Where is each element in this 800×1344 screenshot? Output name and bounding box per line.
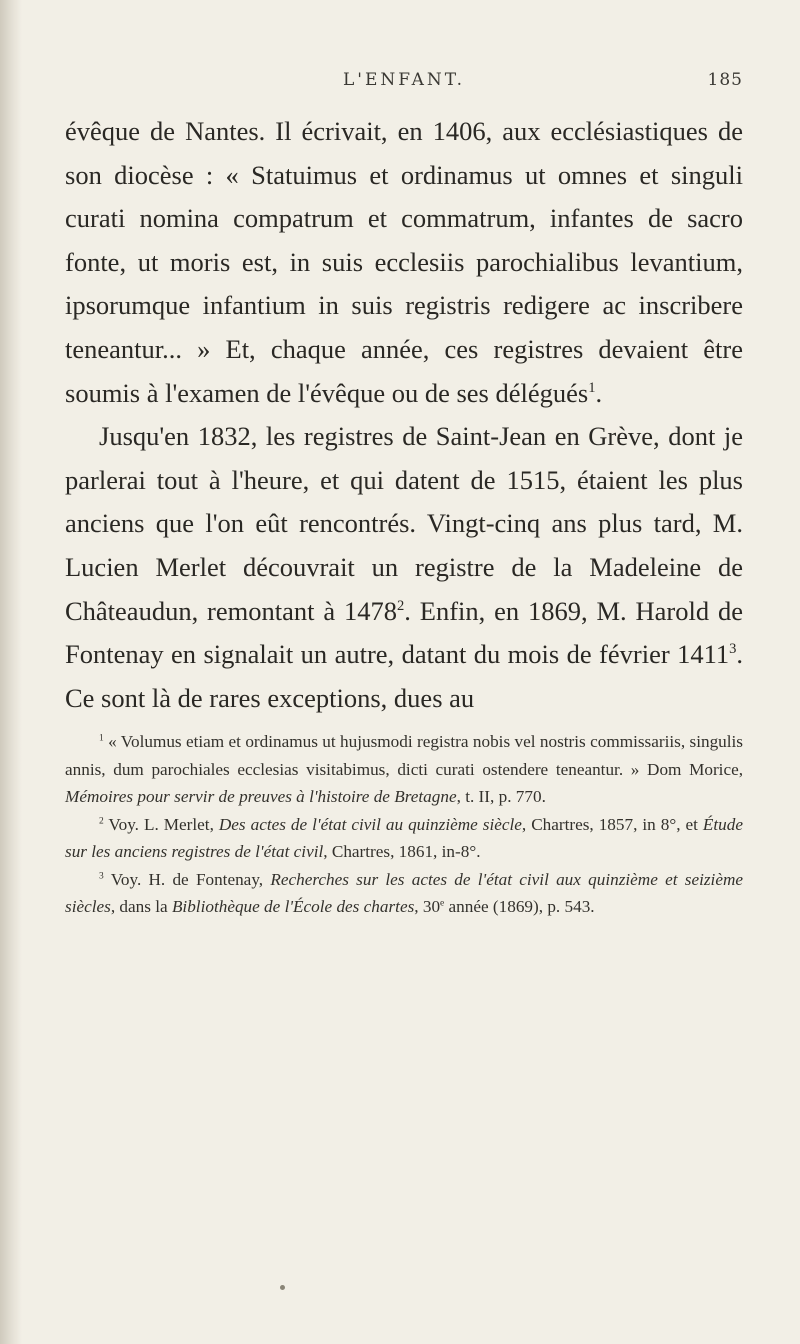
footnote-3-middle: , dans la bbox=[110, 897, 172, 917]
footnote-3-tail-sup: e bbox=[440, 898, 445, 909]
page-number: 185 bbox=[707, 70, 743, 90]
paragraph-2-end: . Ce sont là de rares exceptions, dues au bbox=[65, 639, 743, 713]
footnote-3-number: 3 bbox=[99, 871, 104, 882]
paragraph-1 bbox=[65, 110, 743, 415]
footnote-3-title-1: Recherches sur les actes de l'état civil aux quinzième et seizième siècles bbox=[65, 869, 743, 917]
footnote-2-lead: Voy. L. Merlet, bbox=[108, 814, 219, 834]
page-binding-shadow bbox=[0, 0, 22, 1344]
paragraph-1-end: . bbox=[595, 377, 603, 408]
footnote-1-title: Mémoires pour servir de preuves à l'histoire de Bretagne bbox=[65, 787, 457, 807]
paragraph-2-middle: . Enfin, en 1869, M. Harold de Fontenay en signalait un autre, datant du mois de février 1411 bbox=[65, 595, 743, 670]
print-speck bbox=[280, 1285, 285, 1290]
footnote-2-tail: , Chartres, 1861, in-8°. bbox=[323, 842, 481, 862]
footnote-ref-1: 1 bbox=[588, 379, 596, 396]
running-head bbox=[65, 64, 743, 100]
paragraph-1-text: évêque de Nantes. Il écrivait, en 1406, aux ecclésiastiques de son diocèse : « Statuimus et ordinamus ut omnes et singuli curati nomina compatrum et commatrum, infantes de sacro fonte, ut moris est, in suis ecclesiis parochialibus levantium, ipsorumque infantium in suis registris redigere ac inscribere teneantur... » Et, chaque année, ces registres devaient être soumis à l'examen de l'évêque ou de ses délégués bbox=[65, 116, 743, 408]
footnote-ref-2: 2 bbox=[396, 597, 405, 614]
paragraph-2 bbox=[65, 415, 743, 720]
footnote-1-tail: , t. II, p. 770. bbox=[456, 787, 546, 807]
footnote-2-number: 2 bbox=[99, 816, 104, 827]
footnote-2 bbox=[65, 811, 743, 866]
footnote-1-text: « Volumus etiam et ordinamus ut hujusmodi registra nobis vel nostris commissariis, singulis annis, dum parochiales ecclesias visitabimus, dicti curati ostendere teneantur. » Dom Morice, bbox=[65, 732, 743, 779]
paragraph-2-text: Jusqu'en 1832, les registres de Saint-Jean en Grève, dont je parlerai tout à l'heure, et qui datent de 1515, étaient les plus anciens que l'on eût rencontrés. Vingt-cinq ans plus tard, M. Lucien Merlet découvrait un registre de la Madeleine de Châteaudun, remontant à 1478 bbox=[65, 421, 743, 626]
body-text bbox=[65, 110, 743, 720]
footnote-3-lead: Voy. H. de Fontenay, bbox=[110, 869, 271, 889]
footnote-3-tail-a: , 30 bbox=[414, 897, 441, 917]
footnote-2-middle: , Chartres, 1857, in 8°, et bbox=[521, 814, 703, 834]
footnote-3-tail-b: année (1869), p. 543. bbox=[444, 897, 595, 917]
footnote-2-title-1: Des actes de l'état civil au quinzième siècle bbox=[218, 814, 522, 834]
footnote-1 bbox=[65, 728, 743, 811]
footnote-3 bbox=[65, 866, 743, 921]
footnotes bbox=[65, 728, 743, 921]
footnote-1-number: 1 bbox=[99, 733, 104, 744]
footnote-3-title-2: Bibliothèque de l'École des chartes bbox=[171, 897, 415, 917]
footnote-ref-3: 3 bbox=[729, 641, 737, 658]
footnote-2-title-2: Étude sur les anciens registres de l'état civil bbox=[65, 814, 743, 862]
running-title: L'ENFANT. bbox=[343, 70, 465, 90]
book-page bbox=[65, 64, 743, 921]
